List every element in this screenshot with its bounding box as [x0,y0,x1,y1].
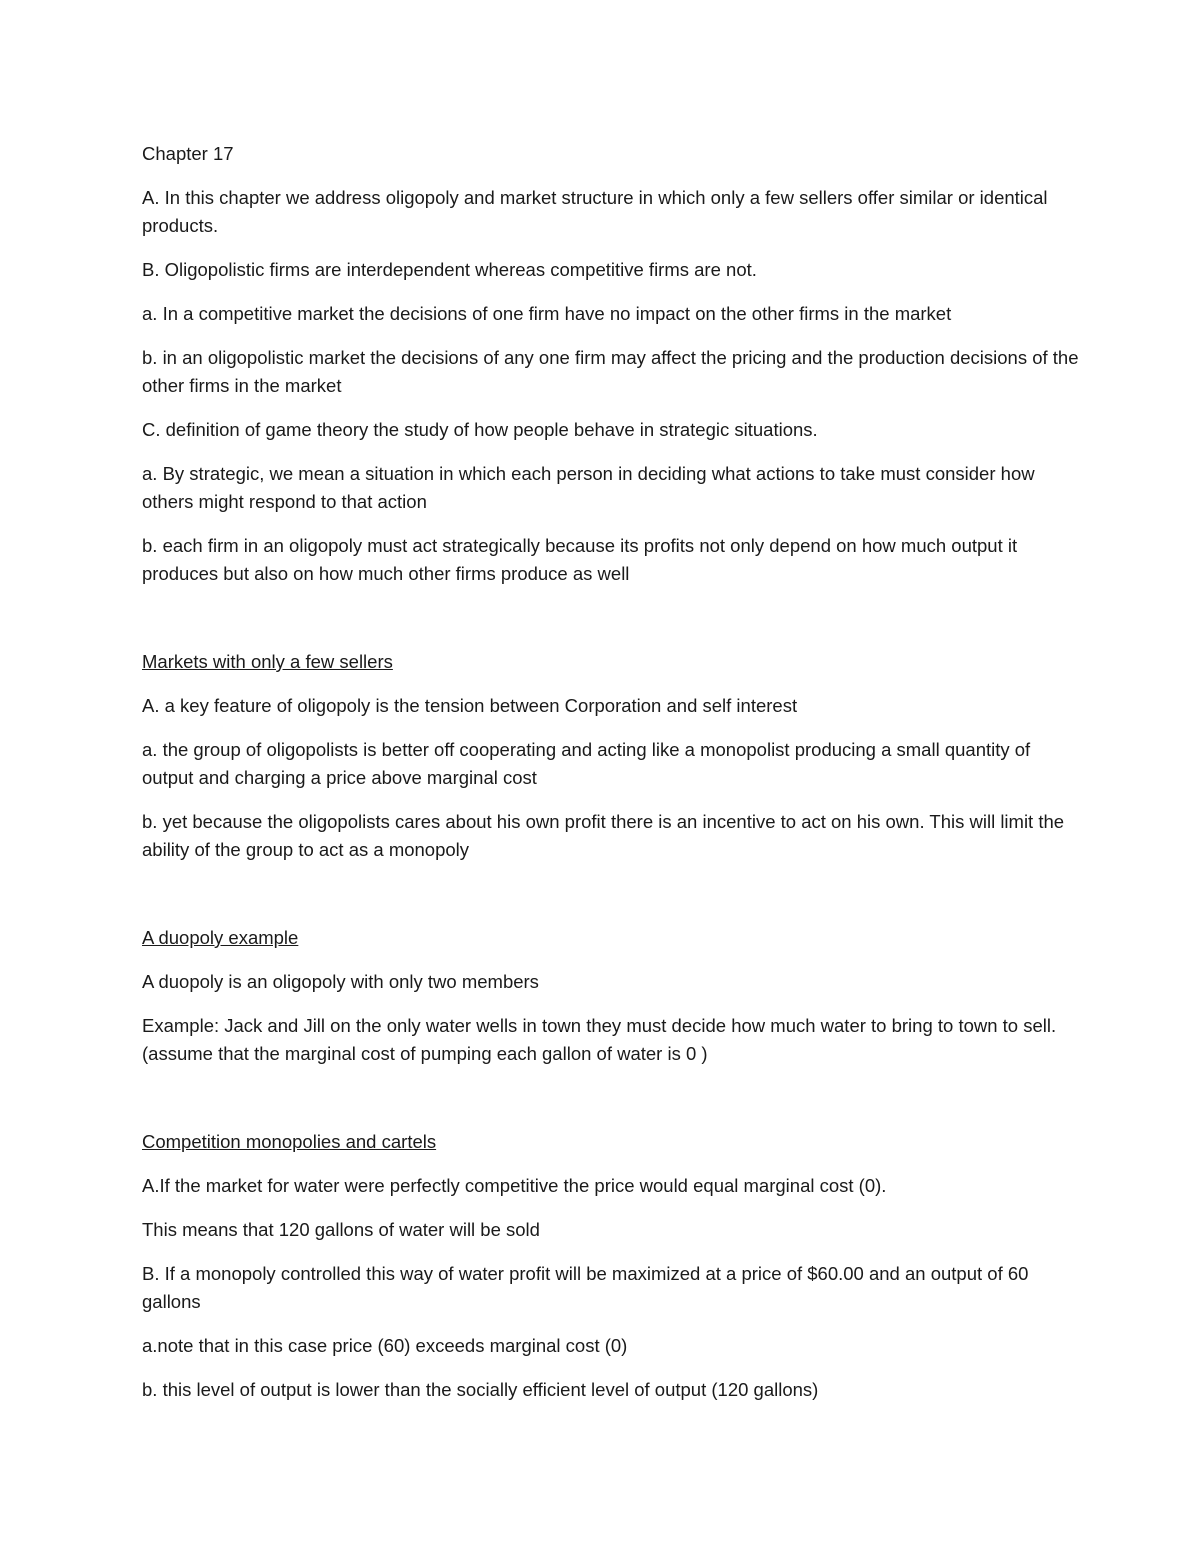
intro-paragraph-b: B. Oligopolistic firms are interdependent whereas competitive firms are not. [142,259,757,280]
section-spacer [142,1084,1082,1128]
section-heading-duopoly: A duopoly example [142,927,299,948]
competition-paragraph-a-note: This means that 120 gallons of water will be sold [142,1219,540,1240]
document-page [142,140,1082,1420]
section-heading-competition: Competition monopolies and cartels [142,1131,437,1152]
document-title: Chapter 17 [142,143,234,164]
markets-paragraph-a-a: a. the group of oligopolists is better off cooperating and acting like a monopolist producing a small quantity of output and charging a price above marginal cost [142,739,1031,788]
competition-paragraph-b-a: a.note that in this case price (60) exceeds marginal cost (0) [142,1335,628,1356]
intro-paragraph-b-b: b. in an oligopolistic market the decisions of any one firm may affect the pricing and the production decisions of the other firms in the market [142,347,1079,396]
competition-paragraph-a: A.If the market for water were perfectly competitive the price would equal marginal cost (0). [142,1175,887,1196]
intro-paragraph-c-a: a. By strategic, we mean a situation in which each person in deciding what actions to take must consider how others might respond to that action [142,463,1035,512]
intro-paragraph-c-b: b. each firm in an oligopoly must act strategically because its profits not only depend on how much output it produces but also on how much other firms produce as well [142,535,1018,584]
competition-paragraph-b: B. If a monopoly controlled this way of water profit will be maximized at a price of $60.00 and an output of 60 gallons [142,1263,1029,1312]
section-spacer [142,880,1082,924]
section-spacer [142,604,1082,648]
duopoly-definition: A duopoly is an oligopoly with only two members [142,971,539,992]
competition-paragraph-b-b: b. this level of output is lower than the socially efficient level of output (120 gallons) [142,1379,819,1400]
intro-paragraph-b-a: a. In a competitive market the decisions of one firm have no impact on the other firms in the market [142,303,952,324]
markets-paragraph-a: A. a key feature of oligopoly is the tension between Corporation and self interest [142,695,798,716]
intro-paragraph-c: C. definition of game theory the study of how people behave in strategic situations. [142,419,818,440]
section-heading-markets: Markets with only a few sellers [142,651,393,672]
intro-paragraph-a: A. In this chapter we address oligopoly and market structure in which only a few sellers offer similar or identical products. [142,187,1048,236]
duopoly-example: Example: Jack and Jill on the only water wells in town they must decide how much water to bring to town to sell. (assume that the marginal cost of pumping each gallon of water is 0 ) [142,1015,1057,1064]
markets-paragraph-a-b: b. yet because the oligopolists cares about his own profit there is an incentive to act on his own. This will limit the ability of the group to act as a monopoly [142,811,1065,860]
